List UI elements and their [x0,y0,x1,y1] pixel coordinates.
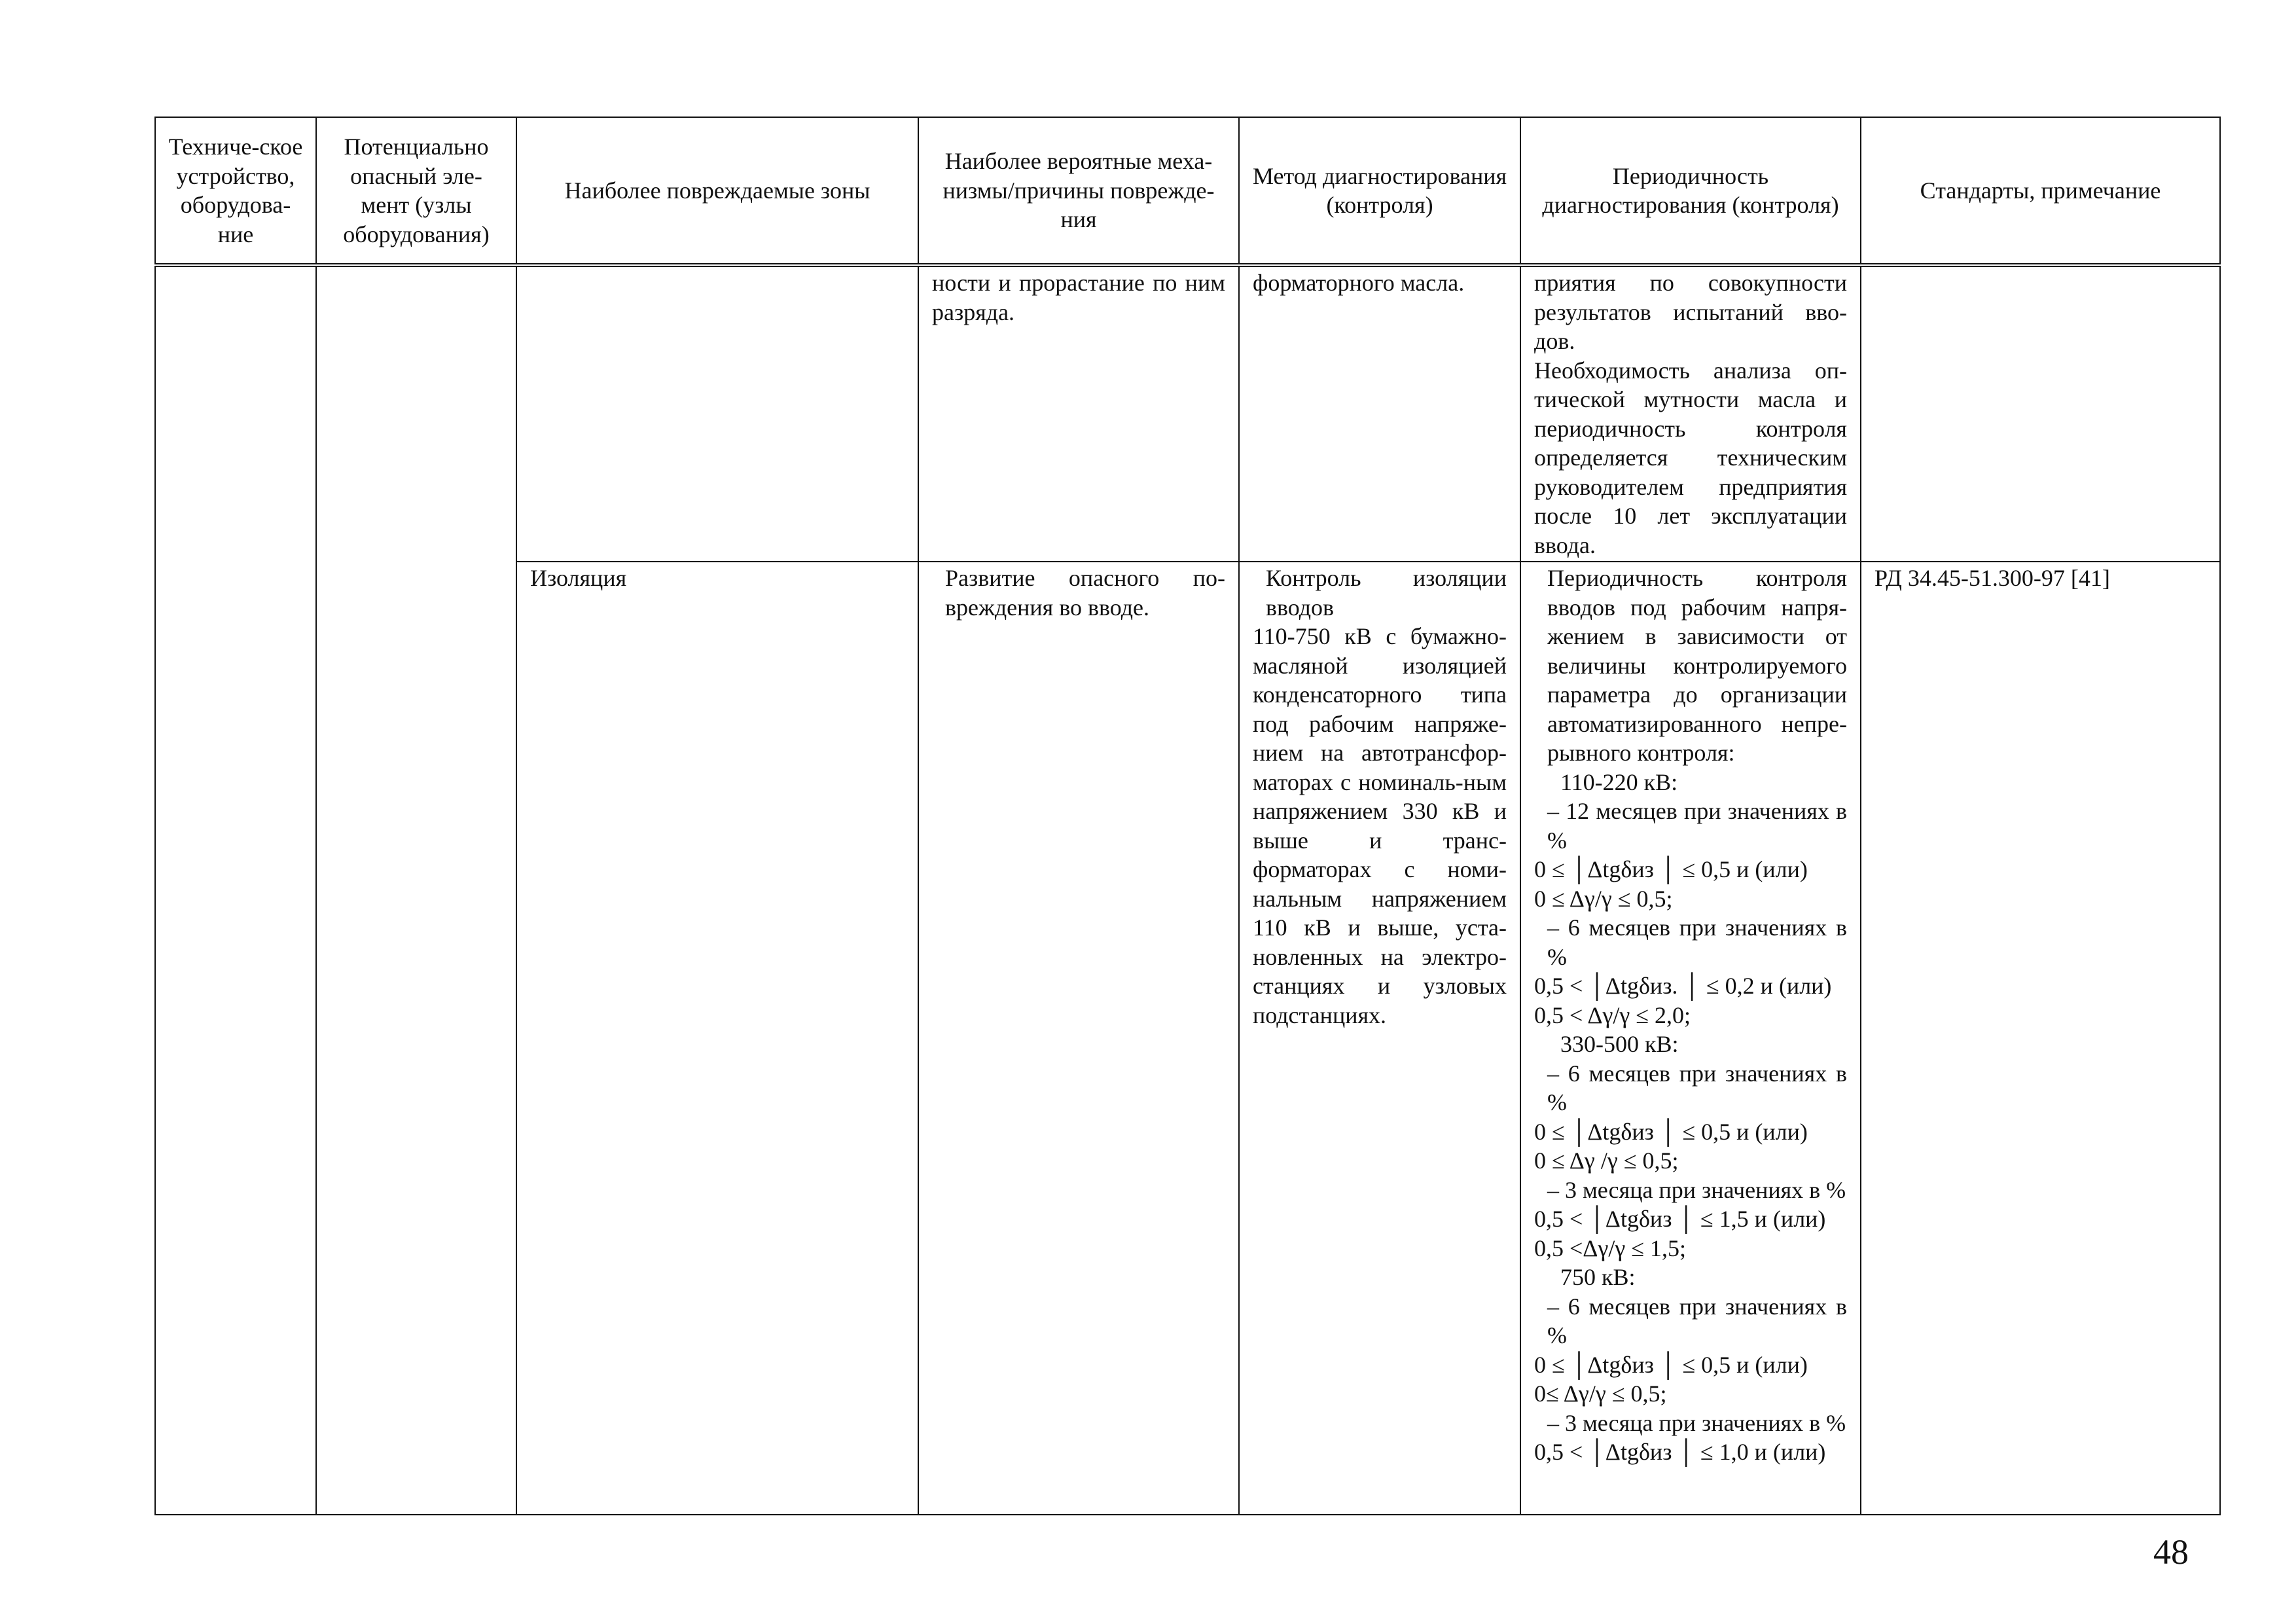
device-cell [155,265,316,1515]
diagnostics-table [154,117,2221,1515]
formula-text: 0,5 < │Δtgδиз. │ ≤ 0,2 и (или) [1534,973,1832,999]
periodicity-text: – 3 месяца при значениях в % [1547,1176,1846,1203]
zone-cell: Изоляция [516,562,918,1515]
header-periodicity: Периодичность диагностирования (контроля) [1520,117,1861,265]
mechanism-cell: ности и прорастание по ним разряда. [918,265,1239,562]
header-zones: Наиболее повреждаемые зоны [516,117,918,265]
header-element: Потенциально опасный эле-мент (узлы оборудования) [316,117,516,265]
voltage-label: 110-220 кВ: [1560,768,1678,795]
periodicity-cell [1520,562,1861,1515]
method-text: 110-750 кВ с бумажно-масляной изоляцией конденсаторного типа под рабочим напряже-нием на автотрансфор-маторах с номиналь-ным напряжением 330 кВ и выше и транс-форматорах с номи-нальным напряжением 110 кВ и выше, уста-новленных на электро-станциях и узловых подстанциях. [1253,623,1507,1028]
header-standards: Стандарты, примечание [1861,117,2220,265]
periodicity-text: приятия по совокупности результатов испытаний вво-дов. [1534,270,1847,354]
periodicity-text: – 6 месяцев при значениях в % [1547,914,1847,970]
periodicity-text: – 6 месяцев при значениях в % [1547,1293,1847,1348]
periodicity-text: – 12 месяцев при значениях в % [1547,798,1847,854]
voltage-label: 750 кВ: [1560,1264,1636,1290]
periodicity-text: – 6 месяцев при значениях в % [1547,1060,1847,1115]
table-header-row [155,117,2220,265]
periodicity-text: Периодичность контроля вводов под рабочим напря-жением в зависимости от величины контролируемого параметра до организации автоматизированного непре-рывного контроля: [1547,565,1847,766]
header-mechanisms: Наиболее вероятные меха-низмы/причины поврежде-ния [918,117,1239,265]
periodicity-text: Необходимость анализа оп-тической мутности масла и периодичность контроля определяется техническим руководителем предприятия после 10 лет эксплуатации ввода. [1534,357,1847,558]
element-cell [316,265,516,1515]
mechanism-text: Развитие опасного по-вреждения во вводе. [945,565,1225,621]
formula-text: 0,5 < Δγ/γ ≤ 2,0; [1534,1001,1691,1028]
header-method: Метод диагностирования (контроля) [1239,117,1520,265]
formula-text: 0,5 < │Δtgδиз │ ≤ 1,0 и (или) [1534,1439,1826,1465]
mechanism-cell [918,562,1239,1515]
formula-text: 0 ≤ │Δtgδиз │ ≤ 0,5 и (или) [1534,856,1808,882]
formula-text: 0 ≤ Δγ /γ ≤ 0,5; [1534,1147,1679,1174]
formula-text: 0 ≤ Δγ/γ ≤ 0,5; [1534,885,1673,912]
formula-text: 0,5 < │Δtgδиз │ ≤ 1,5 и (или) [1534,1206,1826,1232]
periodicity-cell [1520,265,1861,562]
formula-text: 0 ≤ │Δtgδиз │ ≤ 0,5 и (или) [1534,1351,1808,1378]
method-cell: форматорного масла. [1239,265,1520,562]
table-row [155,265,2220,562]
standards-cell [1861,265,2220,562]
formula-text: 0 ≤ │Δtgδиз │ ≤ 0,5 и (или) [1534,1118,1808,1145]
header-device: Техниче-ское устройство, оборудова-ние [155,117,316,265]
periodicity-text: – 3 месяца при значениях в % [1547,1409,1846,1436]
method-cell [1239,562,1520,1515]
formula-text: 0,5 <Δγ/γ ≤ 1,5; [1534,1235,1687,1261]
voltage-label: 330-500 кВ: [1560,1031,1679,1057]
standards-cell: РД 34.45-51.300-97 [41] [1861,562,2220,1515]
page-number: 48 [2153,1532,2189,1572]
zone-cell [516,265,918,562]
formula-text: 0≤ Δγ/γ ≤ 0,5; [1534,1380,1667,1407]
method-text: Контроль изоляции вводов [1266,565,1507,621]
